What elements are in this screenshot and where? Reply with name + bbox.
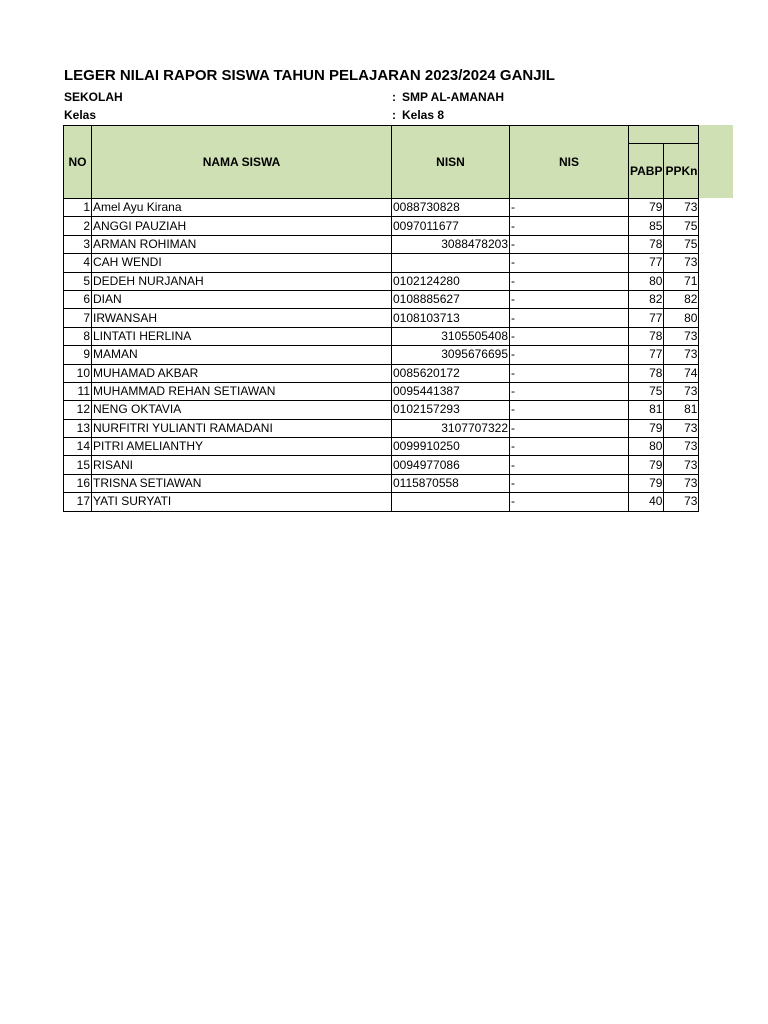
- cell-nisn: 0097011677: [392, 217, 510, 235]
- cell-nama-siswa: ANGGI PAUZIAH: [92, 217, 392, 235]
- kelas-value: Kelas 8: [402, 108, 445, 122]
- cell-pabp: 80: [629, 272, 664, 290]
- header-pabp: PABP: [629, 144, 664, 199]
- table-row: [64, 346, 699, 364]
- cell-no: 4: [64, 254, 92, 272]
- cell-nisn: 0088730828: [392, 199, 510, 217]
- cell-nisn: 0108885627: [392, 290, 510, 308]
- cell-nis: -: [510, 254, 629, 272]
- cell-nisn: [392, 493, 510, 511]
- header-no: NO: [64, 126, 92, 199]
- sekolah-colon: :: [392, 90, 396, 104]
- sekolah-value-group: [392, 90, 504, 104]
- header-ppkn: PPKn: [664, 144, 699, 199]
- cell-no: 10: [64, 364, 92, 382]
- cell-nama-siswa: TRISNA SETIAWAN: [92, 474, 392, 492]
- table-row: [64, 217, 699, 235]
- cell-nisn: 0115870558: [392, 474, 510, 492]
- cell-ppkn: 75: [664, 235, 699, 253]
- cell-pabp: 85: [629, 217, 664, 235]
- table-row: [64, 438, 699, 456]
- table-row: [64, 493, 699, 511]
- cell-nis: -: [510, 456, 629, 474]
- cell-no: 7: [64, 309, 92, 327]
- cell-nama-siswa: DIAN: [92, 290, 392, 308]
- table-row: [64, 419, 699, 437]
- cell-ppkn: 80: [664, 309, 699, 327]
- table-row: [64, 272, 699, 290]
- cell-nama-siswa: RISANI: [92, 456, 392, 474]
- cell-ppkn: 73: [664, 419, 699, 437]
- cell-nama-siswa: IRWANSAH: [92, 309, 392, 327]
- cell-no: 17: [64, 493, 92, 511]
- cell-nis: -: [510, 235, 629, 253]
- cell-no: 1: [64, 199, 92, 217]
- header-subject-group: [629, 126, 699, 144]
- cell-ppkn: 82: [664, 290, 699, 308]
- cell-no: 5: [64, 272, 92, 290]
- cell-nama-siswa: DEDEH NURJANAH: [92, 272, 392, 290]
- table-row: [64, 382, 699, 400]
- cell-nama-siswa: MUHAMMAD REHAN SETIAWAN: [92, 382, 392, 400]
- cell-no: 2: [64, 217, 92, 235]
- cell-nama-siswa: MUHAMAD AKBAR: [92, 364, 392, 382]
- cell-nisn: 0108103713: [392, 309, 510, 327]
- table-row: [64, 254, 699, 272]
- cell-no: 3: [64, 235, 92, 253]
- cell-nama-siswa: Amel Ayu Kirana: [92, 199, 392, 217]
- table-row: [64, 364, 699, 382]
- cell-pabp: 77: [629, 254, 664, 272]
- cell-nama-siswa: ARMAN ROHIMAN: [92, 235, 392, 253]
- table-row: [64, 474, 699, 492]
- cell-nis: -: [510, 217, 629, 235]
- sekolah-value: SMP AL-AMANAH: [402, 90, 504, 104]
- cell-pabp: 80: [629, 438, 664, 456]
- cell-nis: -: [510, 493, 629, 511]
- kelas-colon: :: [392, 108, 396, 122]
- kelas-value-group: [392, 108, 444, 122]
- cell-ppkn: 73: [664, 456, 699, 474]
- sekolah-label: SEKOLAH: [64, 90, 123, 104]
- cell-pabp: 79: [629, 199, 664, 217]
- cell-nisn: 0102157293: [392, 401, 510, 419]
- cell-nama-siswa: CAH WENDI: [92, 254, 392, 272]
- cell-nama-siswa: YATI SURYATI: [92, 493, 392, 511]
- cell-ppkn: 73: [664, 382, 699, 400]
- table-row: [64, 199, 699, 217]
- cell-pabp: 81: [629, 401, 664, 419]
- cell-nama-siswa: NURFITRI YULIANTI RAMADANI: [92, 419, 392, 437]
- cell-nisn: 3107707322: [392, 419, 510, 437]
- cell-nisn: 0099910250: [392, 438, 510, 456]
- table-row: [64, 235, 699, 253]
- table-row: [64, 456, 699, 474]
- cell-pabp: 75: [629, 382, 664, 400]
- table-row: [64, 401, 699, 419]
- cell-pabp: 78: [629, 327, 664, 345]
- cell-no: 15: [64, 456, 92, 474]
- cell-pabp: 40: [629, 493, 664, 511]
- header-fill-extension: [697, 125, 733, 198]
- cell-nis: -: [510, 290, 629, 308]
- cell-nama-siswa: MAMAN: [92, 346, 392, 364]
- cell-nisn: 0085620172: [392, 364, 510, 382]
- cell-pabp: 79: [629, 456, 664, 474]
- cell-pabp: 78: [629, 235, 664, 253]
- cell-nis: -: [510, 419, 629, 437]
- cell-no: 11: [64, 382, 92, 400]
- header-nama-siswa: NAMA SISWA: [92, 126, 392, 199]
- cell-nis: -: [510, 382, 629, 400]
- header-nisn: NISN: [392, 126, 510, 199]
- cell-ppkn: 73: [664, 254, 699, 272]
- table-row: [64, 290, 699, 308]
- cell-no: 6: [64, 290, 92, 308]
- cell-ppkn: 73: [664, 327, 699, 345]
- cell-ppkn: 74: [664, 364, 699, 382]
- cell-ppkn: 73: [664, 346, 699, 364]
- cell-pabp: 77: [629, 346, 664, 364]
- cell-ppkn: 71: [664, 272, 699, 290]
- header-nis: NIS: [510, 126, 629, 199]
- cell-nama-siswa: PITRI AMELIANTHY: [92, 438, 392, 456]
- cell-ppkn: 73: [664, 493, 699, 511]
- cell-nis: -: [510, 438, 629, 456]
- cell-no: 14: [64, 438, 92, 456]
- cell-nama-siswa: LINTATI HERLINA: [92, 327, 392, 345]
- cell-no: 13: [64, 419, 92, 437]
- cell-ppkn: 73: [664, 199, 699, 217]
- kelas-label: Kelas: [64, 108, 97, 122]
- cell-pabp: 79: [629, 474, 664, 492]
- cell-ppkn: 75: [664, 217, 699, 235]
- cell-nisn: 3095676695: [392, 346, 510, 364]
- cell-nisn: 0095441387: [392, 382, 510, 400]
- cell-nis: -: [510, 199, 629, 217]
- cell-no: 8: [64, 327, 92, 345]
- cell-nis: -: [510, 309, 629, 327]
- cell-no: 9: [64, 346, 92, 364]
- cell-pabp: 79: [629, 419, 664, 437]
- cell-no: 12: [64, 401, 92, 419]
- leger-table: [63, 125, 699, 512]
- cell-nisn: 3088478203: [392, 235, 510, 253]
- cell-no: 16: [64, 474, 92, 492]
- cell-pabp: 78: [629, 364, 664, 382]
- cell-nama-siswa: NENG OKTAVIA: [92, 401, 392, 419]
- table-row: [64, 309, 699, 327]
- cell-nisn: [392, 254, 510, 272]
- cell-ppkn: 73: [664, 474, 699, 492]
- cell-nis: -: [510, 401, 629, 419]
- cell-pabp: 77: [629, 309, 664, 327]
- cell-nis: -: [510, 272, 629, 290]
- document-title: LEGER NILAI RAPOR SISWA TAHUN PELAJARAN 2023/2024 GANJIL: [64, 67, 555, 84]
- cell-nisn: 0102124280: [392, 272, 510, 290]
- table-row: [64, 327, 699, 345]
- cell-nis: -: [510, 474, 629, 492]
- cell-nisn: 0094977086: [392, 456, 510, 474]
- cell-nis: -: [510, 346, 629, 364]
- table-body: [64, 199, 699, 512]
- cell-ppkn: 81: [664, 401, 699, 419]
- cell-nis: -: [510, 364, 629, 382]
- cell-nis: -: [510, 327, 629, 345]
- cell-pabp: 82: [629, 290, 664, 308]
- cell-nisn: 3105505408: [392, 327, 510, 345]
- cell-ppkn: 73: [664, 438, 699, 456]
